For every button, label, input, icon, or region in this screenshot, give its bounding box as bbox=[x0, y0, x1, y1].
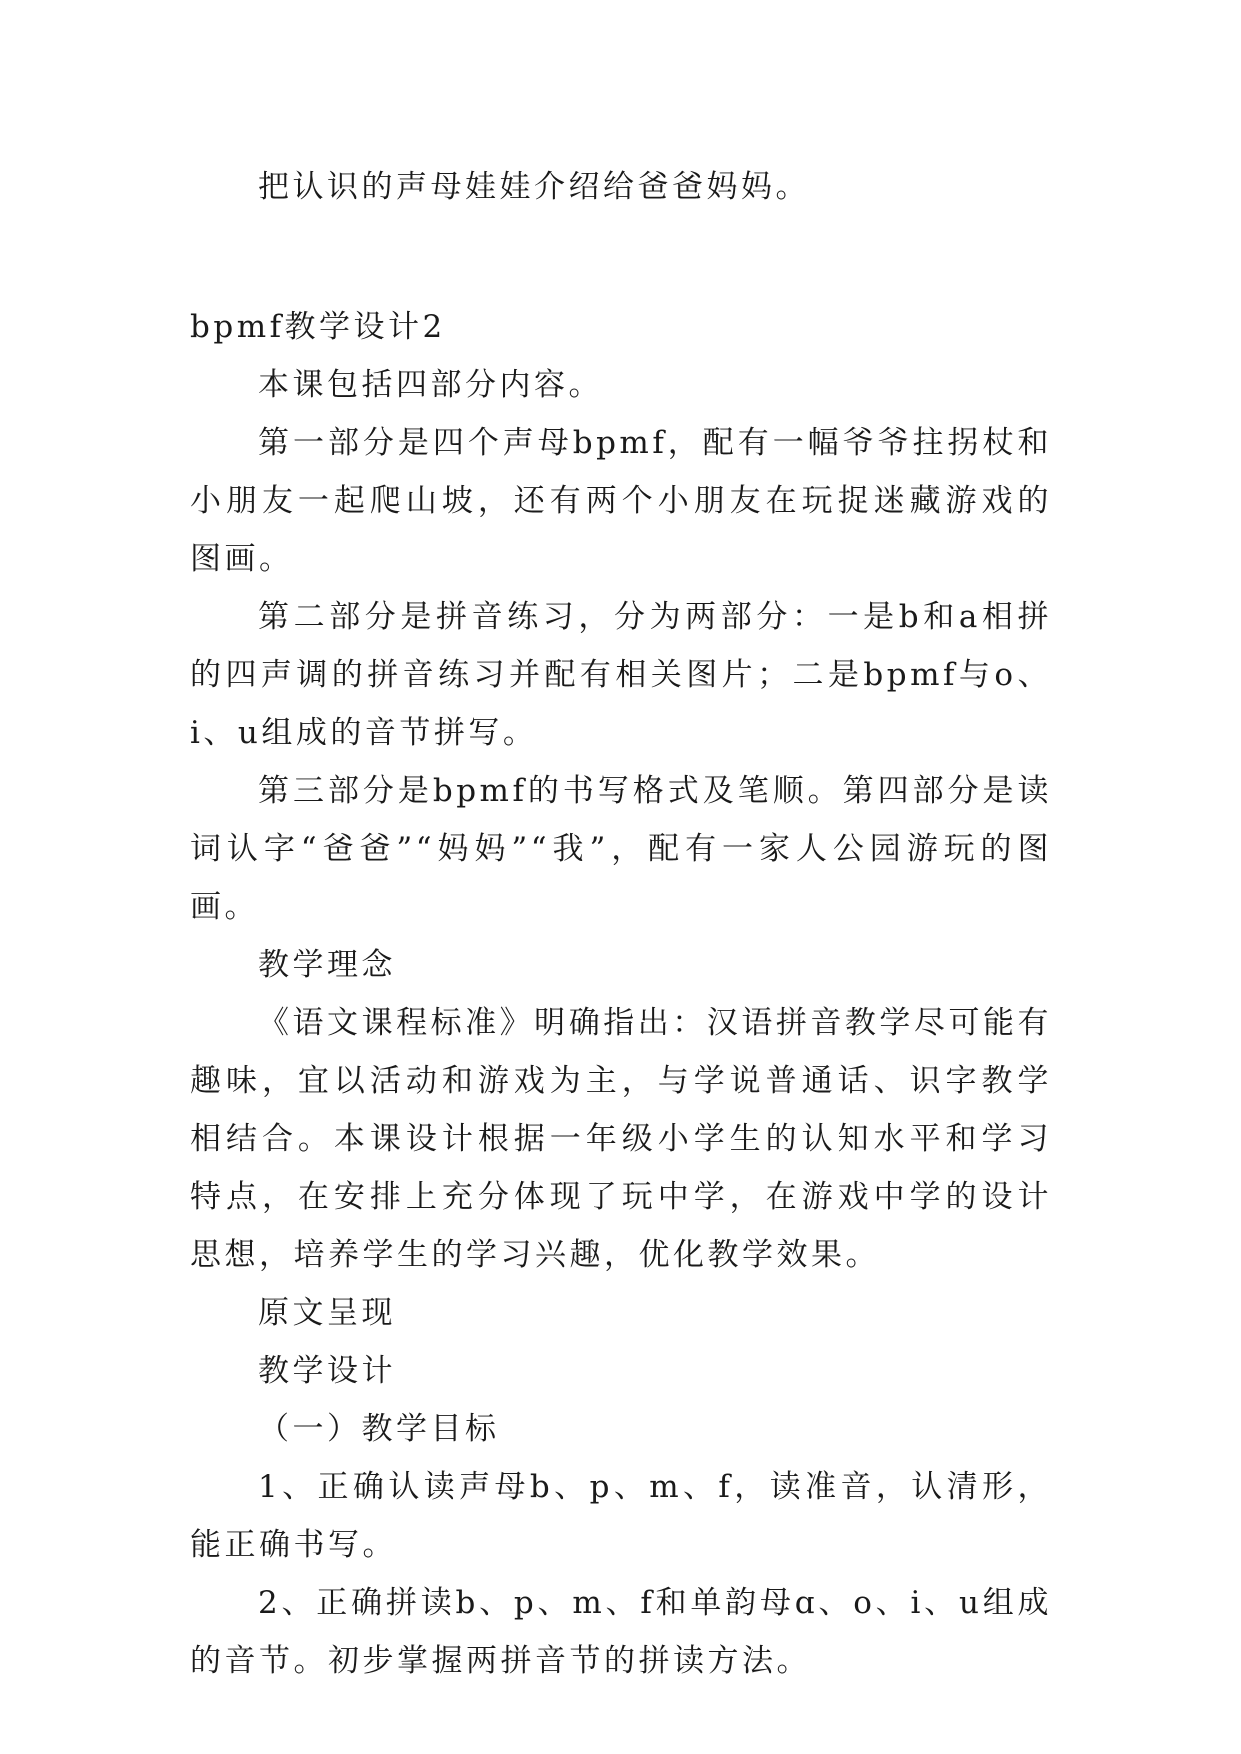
paragraph: 本课包括四部分内容。 bbox=[258, 367, 603, 403]
section-title: bpmf教学设计2 bbox=[190, 309, 446, 345]
paragraph: 《语文课程标准》明确指出：汉语拼音教学尽可能有趣味，宜以活动和游戏为主，与学说普通话、识字教学相结合。本课设计根据一年级小学生的认知水平和学习特点，在安排上充分体现了玩中学，在游戏中学的设计思想，培养学生的学习兴趣，优化教学效果。 bbox=[190, 1005, 1052, 1273]
subheading-teaching-goals: （一）教学目标 bbox=[258, 1411, 500, 1447]
paragraph-intro-closing: 把认识的声母娃娃介绍给爸爸妈妈。 bbox=[258, 169, 810, 205]
paragraph: 第二部分是拼音练习，分为两部分：一是b和a相拼的四声调的拼音练习并配有相关图片；二是bpmf与o、i、u组成的音节拼写。 bbox=[190, 599, 1052, 751]
list-item-goal-2: 2、正确拼读b、p、m、f和单韵母ɑ、o、i、u组成的音节。初步掌握两拼音节的拼读方法。 bbox=[190, 1585, 1052, 1679]
list-item-goal-1: 1、正确认读声母b、p、m、f，读准音，认清形，能正确书写。 bbox=[190, 1469, 1052, 1563]
document-body bbox=[190, 0, 1052, 1690]
paragraph: 第三部分是bpmf的书写格式及笔顺。第四部分是读词认字“爸爸”“妈妈”“我”，配有一家人公园游玩的图画。 bbox=[190, 773, 1052, 925]
subheading-teaching-design: 教学设计 bbox=[258, 1353, 396, 1389]
paragraph: 第一部分是四个声母bpmf，配有一幅爷爷拄拐杖和小朋友一起爬山坡，还有两个小朋友在玩捉迷藏游戏的图画。 bbox=[190, 425, 1052, 577]
subheading-original-text: 原文呈现 bbox=[258, 1295, 396, 1331]
subheading-teaching-philosophy: 教学理念 bbox=[258, 947, 396, 983]
